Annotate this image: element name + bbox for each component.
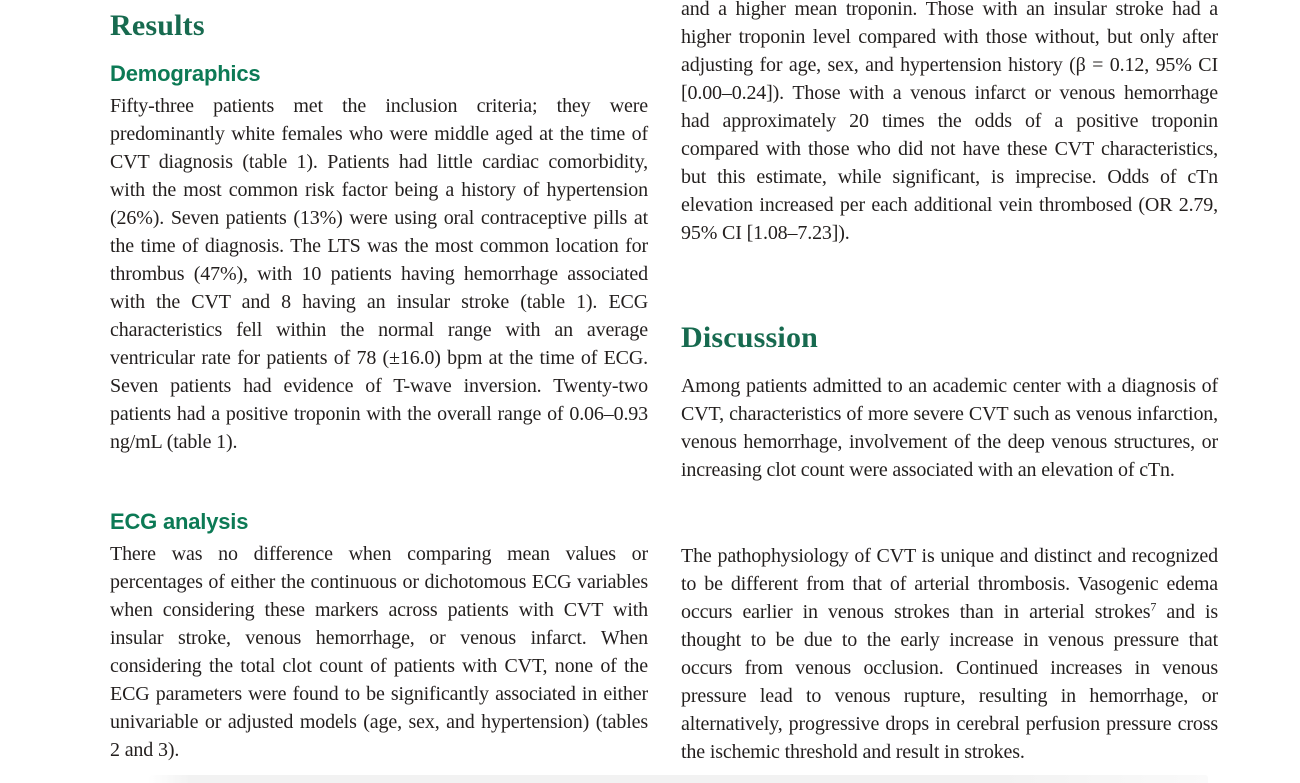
- ecg-analysis-heading: ECG analysis: [110, 509, 249, 534]
- pathophysiology-text-before-ref: The pathophysiology of CVT is unique and distinct and recognized to be different from that of arterial thrombosis. Vasogenic edema occurs earlier in venous strokes than in arterial strokes: [681, 545, 1218, 623]
- reference-superscript-7: 7: [1150, 599, 1157, 614]
- cutoff-table-top-edge: [148, 775, 1208, 783]
- discussion-paragraph: Among patients admitted to an academic center with a diagnosis of CVT, characteristics of more severe CVT such as venous infarction, venous hemorrhage, involvement of the deep venous structures, or increasing clot count were associated with an elevation of cTn.: [681, 375, 1218, 481]
- ecg-analysis-paragraph: There was no difference when comparing mean values or percentages of either the continuous or dichotomous ECG variables when considering these markers across patients with CVT with insular stroke, venous hemorrhage, or venous infarct. When considering the total clot count of patients with CVT, none of the ECG parameters were found to be significantly associated in either univariable or adjusted models (age, sex, and hypertension) (tables 2 and 3).: [110, 543, 648, 761]
- demographics-paragraph: Fifty-three patients met the inclusion criteria; they were predominantly white females who were middle aged at the time of CVT diagnosis (table 1). Patients had little cardiac comorbidity, with the most common risk factor being a history of hypertension (26%). Seven patients (13%) were using oral contraceptive pills at the time of diagnosis. The LTS was the most common location for thrombus (47%), with 10 patients having hemorrhage associated with the CVT and 8 having an insular stroke (table 1). ECG characteristics fell within the normal range with an average ventricular rate for patients of 78 (±16.0) bpm at the time of ECG. Seven patients had evidence of T-wave inversion. Twenty-two patients had a positive troponin with the overall range of 0.06–0.93 ng/mL (table 1).: [110, 95, 648, 453]
- troponin-continuation-paragraph: and a higher mean troponin. Those with an insular stroke had a higher troponin level compared with those without, but only after adjusting for age, sex, and hypertension history (β = 0.12, 95% CI [0.00–0.24]). Those with a venous infarct or venous hemorrhage had approximately 20 times the odds of a positive troponin compared with those who did not have these CVT characteristics, but this estimate, while significant, is imprecise. Odds of cTn elevation increased per each additional vein thrombosed (OR 2.79, 95% CI [1.08–7.23]).: [681, 0, 1218, 244]
- demographics-heading: Demographics: [110, 61, 261, 86]
- discussion-heading: Discussion: [681, 321, 819, 354]
- pathophysiology-paragraph: [681, 542, 1218, 766]
- pathophysiology-text-after-ref: and is thought to be due to the early increase in venous pressure that occurs from venous occlusion. Continued increases in venous pressure lead to venous rupture, resulting in hemorrhage, or alternatively, progressive drops in cerebral perfusion pressure cross the ischemic threshold and result in strokes.: [681, 601, 1218, 763]
- results-heading: Results: [110, 9, 205, 42]
